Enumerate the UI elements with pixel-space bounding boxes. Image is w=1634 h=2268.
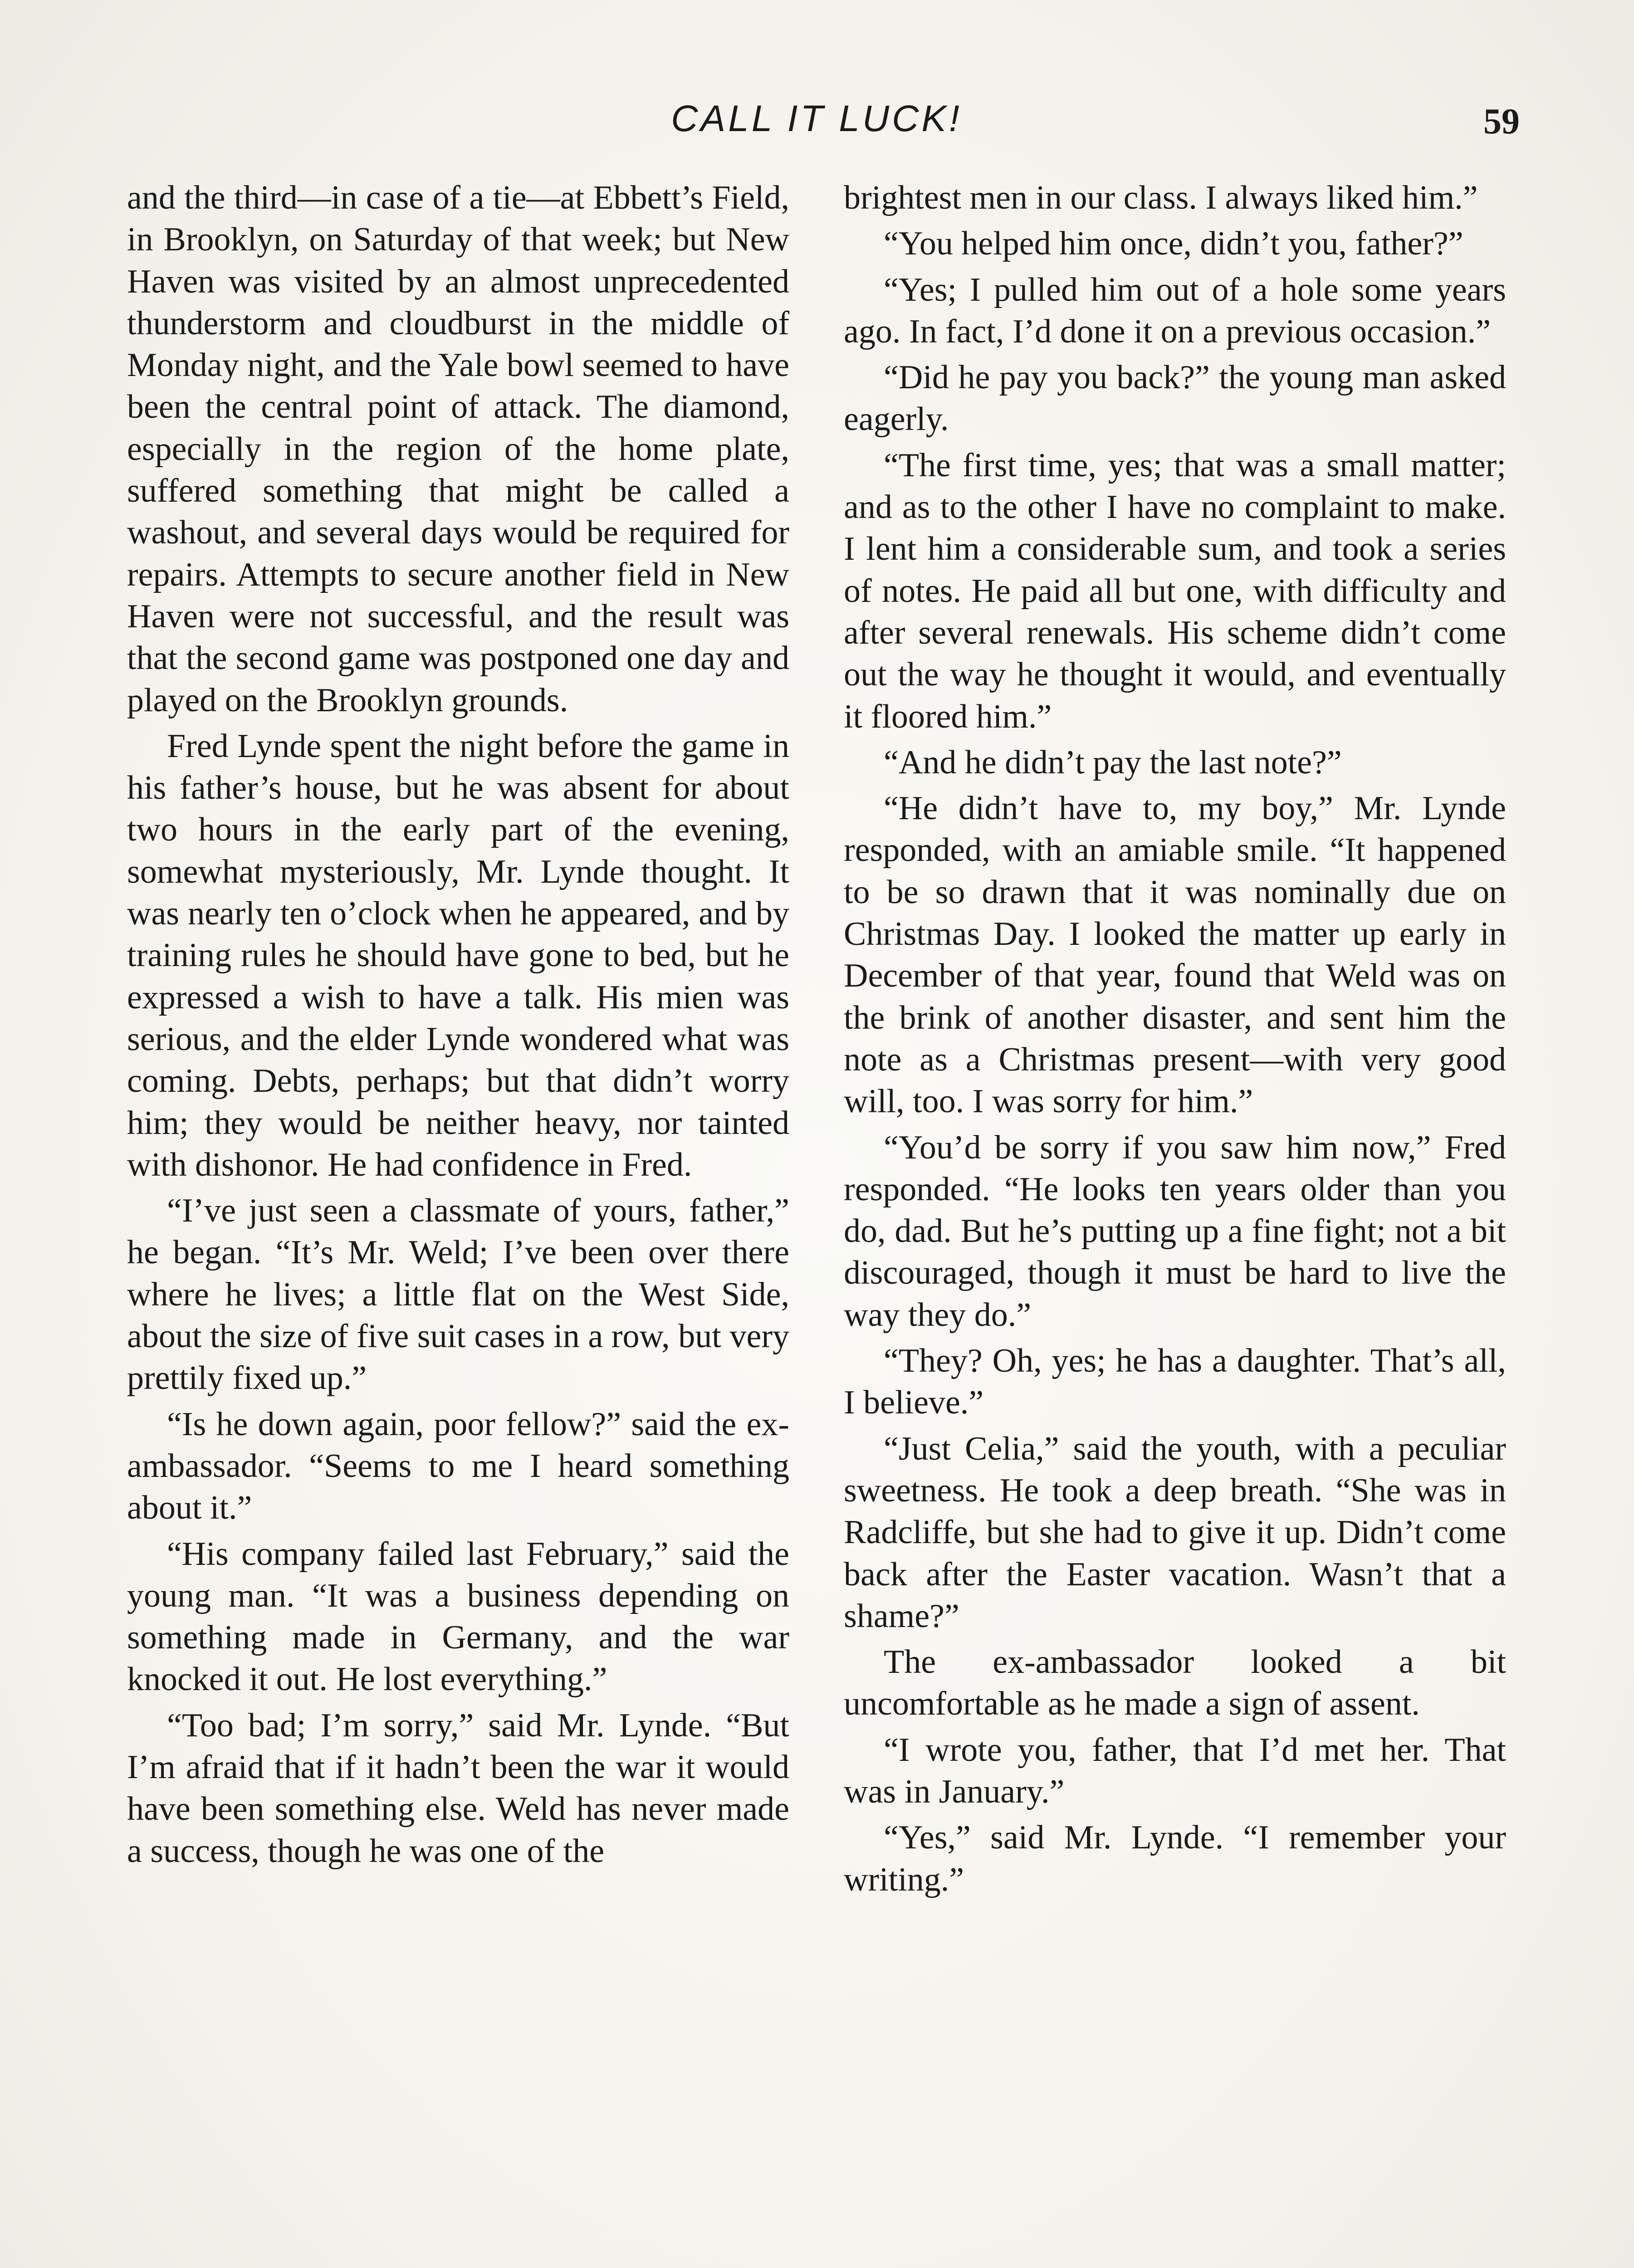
page-header xyxy=(0,98,1634,152)
paragraph: “Too bad; I’m sorry,” said Mr. Lynde. “But I’m afraid that if it hadn’t been the war it would have been something else. Weld has never made a success, though he was one of the xyxy=(127,1706,789,1870)
paragraph: “His company failed last February,” said the young man. “It was a business depending on something made in Germany, and the war knocked it out. He lost everything.” xyxy=(127,1535,789,1698)
left-column xyxy=(127,177,789,2263)
page-number: 59 xyxy=(1483,102,1520,142)
paragraph: Fred Lynde spent the night before the game in his father’s house, but he was absent for about two hours in the early part of the evening, somewhat mysteriously, Mr. Lynde thought. It was nearly ten o’clock when he appeared, and by training rules he should have gone to bed, but he expressed a wish to have a talk. His mien was serious, and the elder Lynde wondered what was coming. Debts, perhaps; but that didn’t worry him; they would be neither heavy, nor tainted with dishonor. He had confidence in Fred. xyxy=(127,727,789,1183)
paragraph: “They? Oh, yes; he has a daughter. That’s all, I believe.” xyxy=(844,1342,1506,1422)
paragraph: “You helped him once, didn’t you, father?” xyxy=(884,225,1463,263)
paragraph: “Yes,” said Mr. Lynde. “I remember your writing.” xyxy=(844,1819,1506,1898)
paragraph: “You’d be sorry if you saw him now,” Fred responded. “He looks ten years older than you do, dad. But he’s putting up a fine fight; not a bit discouraged, though it must be hard to live the way they do.” xyxy=(844,1129,1506,1334)
paragraph: “And he didn’t pay the last note?” xyxy=(884,743,1342,781)
right-column xyxy=(844,177,1506,2263)
paragraph: The ex-ambassador looked a bit uncomfortable as he made a sign of assent. xyxy=(844,1643,1506,1723)
paragraph: “He didn’t have to, my boy,” Mr. Lynde responded, with an amiable smile. “It happened to be so drawn that it was nominally due on Christmas Day. I looked the matter up early in December of that year, found that Weld was on the brink of another disaster, and sent him the note as a Christmas present—with very good will, too. I was sorry for him.” xyxy=(844,790,1506,1120)
paragraph: “Did he pay you back?” the young man asked eagerly. xyxy=(844,359,1506,438)
paragraph: “I wrote you, father, that I’d met her. That was in January.” xyxy=(844,1731,1506,1810)
text-columns xyxy=(127,177,1506,2263)
paragraph: “Is he down again, poor fellow?” said the ex-ambassador. “Seems to me I heard something about it.” xyxy=(127,1405,789,1527)
paragraph: “Yes; I pulled him out of a hole some years ago. In fact, I’d done it on a previous occasion.” xyxy=(844,271,1506,350)
running-title: CALL IT LUCK! xyxy=(671,98,962,139)
paragraph: and the third—in case of a tie—at Ebbett’s Field, in Brooklyn, on Saturday of that week; but New Haven was visited by an almost unprecedented thunderstorm and cloudburst in the middle of Monday night, and the Yale bowl seemed to have been the central point of attack. The diamond, especially in the region of the home plate, suffered something that might be called a washout, and several days would be required for repairs. Attempts to secure another field in New Haven were not successful, and the result was that the second game was postponed one day and played on the Brooklyn grounds. xyxy=(127,179,789,719)
paragraph: “I’ve just seen a classmate of yours, father,” he began. “It’s Mr. Weld; I’ve been over there where he lives; a little flat on the West Side, about the size of five suit cases in a row, but very prettily fixed up.” xyxy=(127,1192,789,1397)
paragraph: “The first time, yes; that was a small matter; and as to the other I have no complaint to make. I lent him a considerable sum, and took a series of notes. He paid all but one, with difficulty and after several renewals. His scheme didn’t come out the way he thought it would, and eventually it floored him.” xyxy=(844,446,1506,735)
paragraph: brightest men in our class. I always liked him.” xyxy=(844,179,1478,216)
paragraph: “Just Celia,” said the youth, with a peculiar sweetness. He took a deep breath. “She was in Radcliffe, but she had to give it up. Didn’t come back after the Easter vacation. Wasn’t that a shame?” xyxy=(844,1430,1506,1635)
